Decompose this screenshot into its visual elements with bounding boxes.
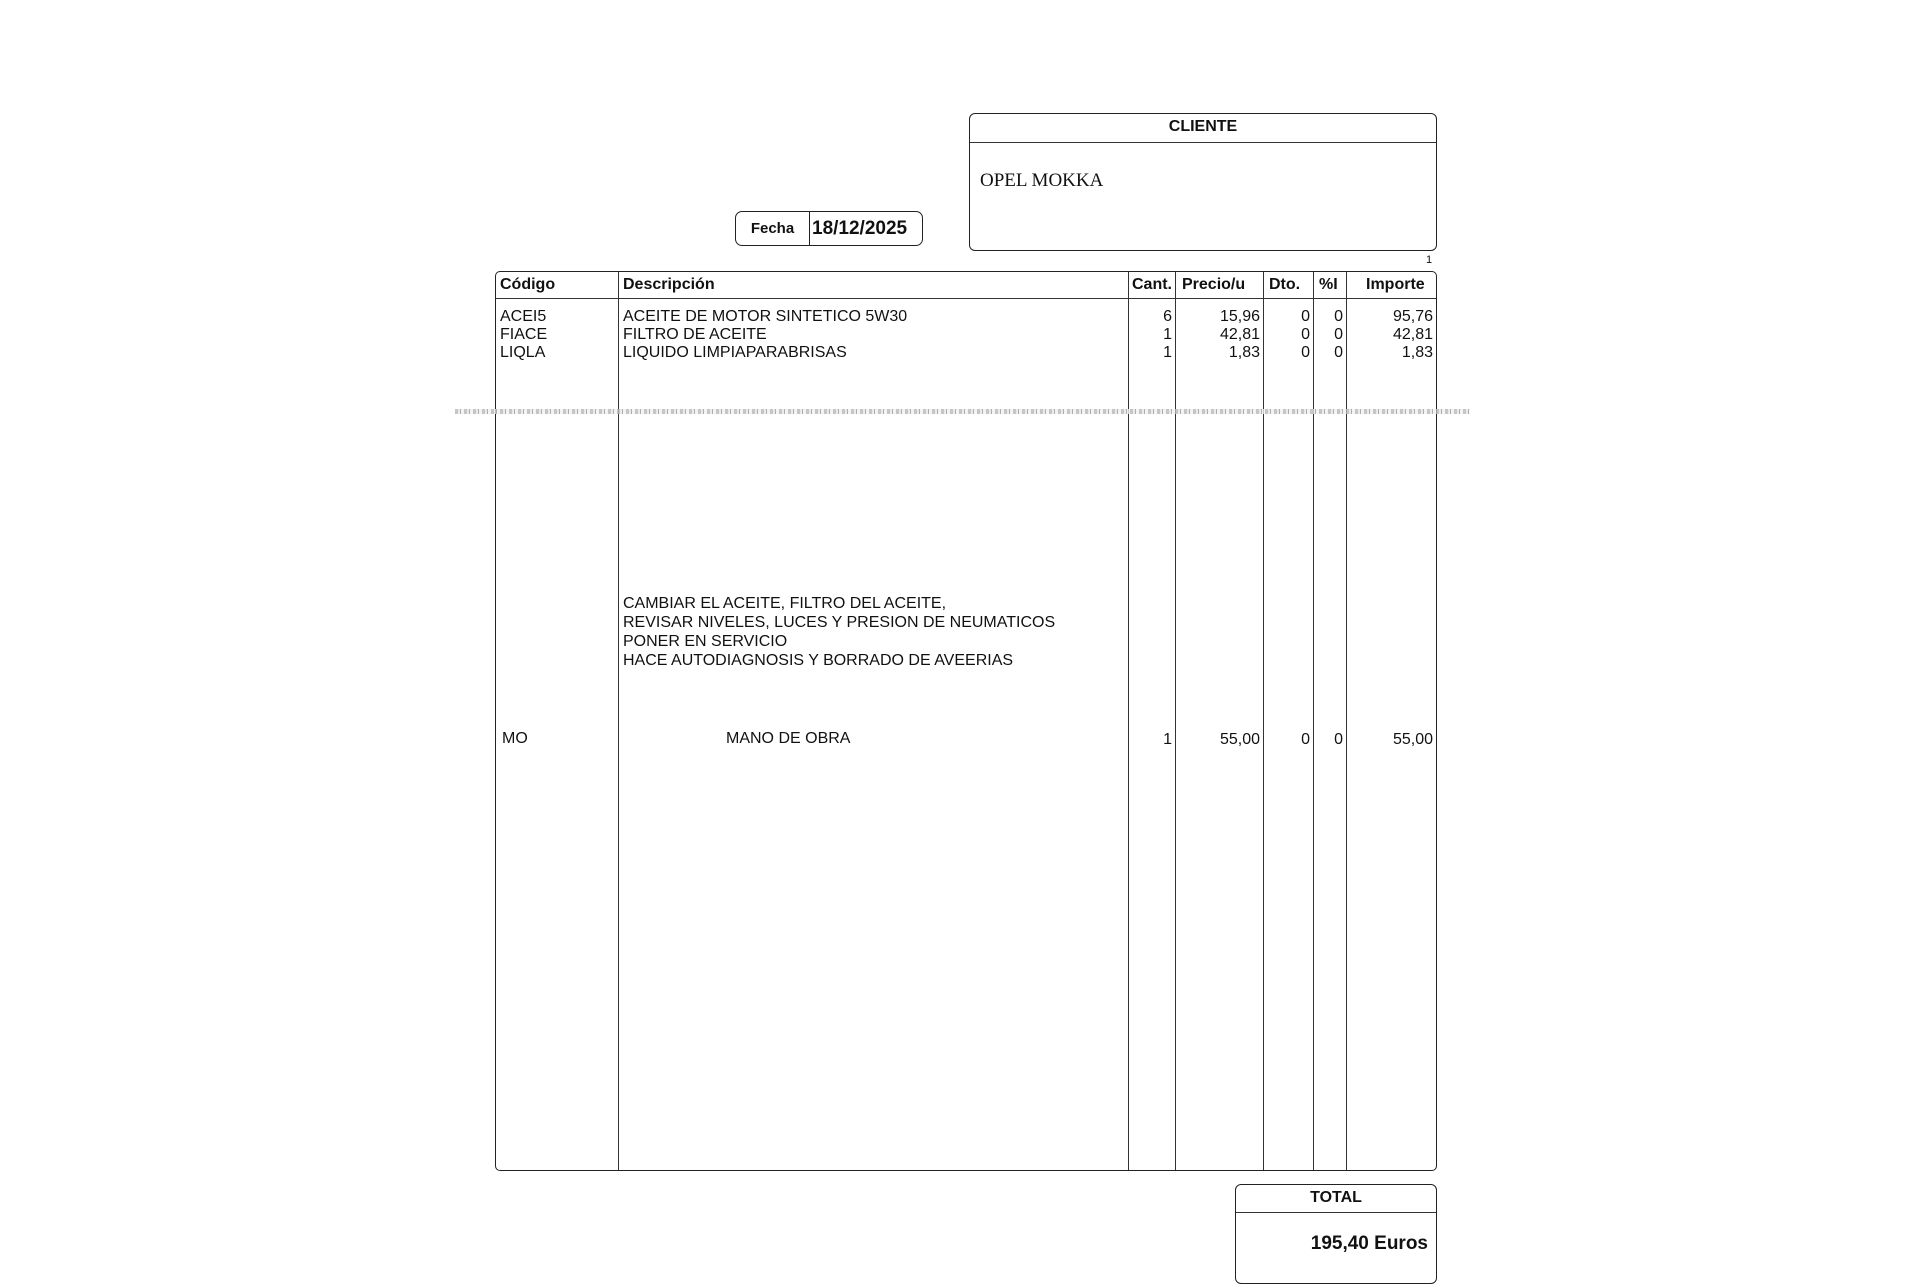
labor-codigo: MO: [502, 730, 528, 747]
header-divider: [496, 298, 1436, 299]
row-importe: 42,81: [1392, 326, 1433, 343]
row-pct: 0: [1334, 326, 1343, 343]
cliente-divider: [970, 142, 1436, 143]
header-precio: Precio/u: [1182, 276, 1246, 293]
invoice-table: [495, 271, 1437, 1171]
header-pct: %I: [1319, 276, 1338, 293]
row-cant: 1: [1163, 344, 1172, 361]
total-label: TOTAL: [1310, 1189, 1362, 1206]
header-cant: Cant.: [1132, 276, 1172, 293]
labor-importe: 55,00: [1392, 731, 1433, 748]
row-codigo: LIQLA: [500, 344, 546, 361]
column-divider: [618, 272, 619, 1170]
fecha-value: 18/12/2025: [812, 217, 908, 239]
total-value: 195,40 Euros: [1310, 1233, 1428, 1254]
header-codigo: Código: [500, 276, 556, 293]
page-number: 1: [1426, 254, 1433, 266]
work-note: REVISAR NIVELES, LUCES Y PRESION DE NEUMATICOS: [623, 614, 1056, 631]
work-note: PONER EN SERVICIO: [623, 633, 788, 650]
total-divider: [1236, 1212, 1436, 1213]
scan-artifact: [455, 409, 1470, 414]
column-divider: [1263, 272, 1264, 1170]
labor-descripcion: MANO DE OBRA: [726, 730, 851, 747]
column-divider: [1313, 272, 1314, 1170]
column-divider: [1128, 272, 1129, 1170]
cliente-name: OPEL MOKKA: [980, 170, 1104, 191]
row-precio: 42,81: [1219, 326, 1260, 343]
row-descripcion: ACEITE DE MOTOR SINTETICO 5W30: [623, 308, 908, 325]
work-note: HACE AUTODIAGNOSIS Y BORRADO DE AVEERIAS: [623, 652, 1014, 669]
row-precio: 15,96: [1219, 308, 1260, 325]
work-note: CAMBIAR EL ACEITE, FILTRO DEL ACEITE,: [623, 595, 947, 612]
header-dto: Dto.: [1269, 276, 1301, 293]
labor-precio: 55,00: [1219, 731, 1260, 748]
row-dto: 0: [1301, 308, 1310, 325]
header-importe: Importe: [1366, 276, 1425, 293]
row-descripcion: FILTRO DE ACEITE: [623, 326, 767, 343]
column-divider: [1346, 272, 1347, 1170]
row-importe: 1,83: [1401, 344, 1433, 361]
row-cant: 6: [1163, 308, 1172, 325]
total-box: [1235, 1184, 1437, 1284]
column-divider: [1175, 272, 1176, 1170]
labor-cant: 1: [1163, 731, 1172, 748]
row-codigo: ACEI5: [500, 308, 547, 325]
row-descripcion: LIQUIDO LIMPIAPARABRISAS: [623, 344, 847, 361]
row-precio: 1,83: [1228, 344, 1260, 361]
labor-pct: 0: [1334, 731, 1343, 748]
row-dto: 0: [1301, 326, 1310, 343]
row-dto: 0: [1301, 344, 1310, 361]
row-pct: 0: [1334, 344, 1343, 361]
cliente-title: CLIENTE: [1168, 118, 1238, 135]
row-codigo: FIACE: [500, 326, 548, 343]
row-importe: 95,76: [1392, 308, 1433, 325]
fecha-label: Fecha: [736, 212, 810, 245]
header-descripcion: Descripción: [623, 276, 715, 293]
cliente-box: [969, 113, 1437, 251]
row-cant: 1: [1163, 326, 1172, 343]
fecha-box: [735, 211, 923, 246]
labor-dto: 0: [1301, 731, 1310, 748]
row-pct: 0: [1334, 308, 1343, 325]
